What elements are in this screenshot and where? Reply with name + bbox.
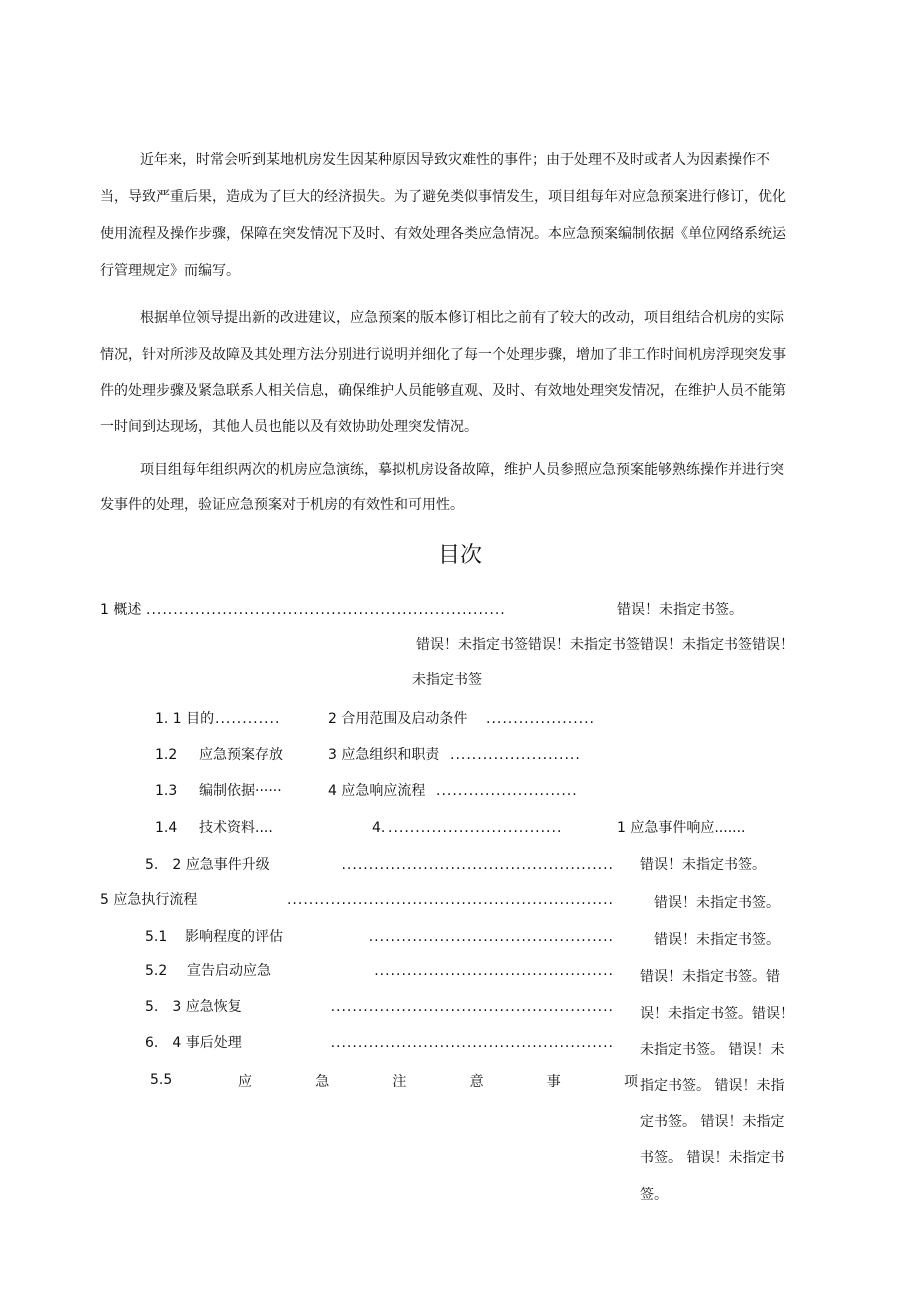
- toc-error-text: 定书签。 错误！未指定: [640, 1114, 785, 1130]
- toc-char: 注: [392, 1074, 407, 1090]
- toc-entry-1-2-num: 1.2: [155, 747, 178, 763]
- toc-error-text: 错误！未指定书签。: [640, 857, 766, 873]
- text-line: 项目组每年组织两次的机房应急演练，摹拟机房设备故障，维护人员参照应急预案能够熟练操作并进行突: [140, 462, 784, 478]
- text-line: 情况，针对所涉及故障及其处理方法分别进行说明并细化了每一个处理步骤，增加了非工作时间机房浮现突发事: [100, 347, 786, 363]
- toc-leader-dots: ..................................................: [341, 857, 614, 873]
- toc-entry-1-4-num: 1.4: [155, 820, 178, 836]
- toc-entry-4-1[interactable]: 1 应急事件响应.......: [617, 820, 746, 836]
- toc-error-text: 错误！未指定书签。错: [640, 969, 780, 985]
- toc-entry-6-4[interactable]: 6. 4 事后处理: [145, 1035, 242, 1051]
- toc-entry-1-4[interactable]: 技术资料....: [199, 820, 273, 836]
- toc-entry-1-1[interactable]: 1. 1 目的: [155, 711, 215, 727]
- toc-leader-dots: ....................................................: [330, 999, 614, 1015]
- text-line: 近年来，时常会听到某地机房发生因某种原因导致灾难性的事件；由于处理不及时或者人为因素操作不: [140, 152, 770, 168]
- toc-entry-1-label[interactable]: 1 概述: [100, 602, 142, 618]
- toc-title: 目次: [437, 543, 482, 568]
- toc-entry-1-page: 错误！未指定书签。: [617, 602, 743, 618]
- toc-char: 意: [469, 1074, 484, 1090]
- toc-entry-4[interactable]: 4 应急响应流程: [328, 783, 426, 799]
- toc-error-text: 未指定书签。 错误！未: [640, 1042, 785, 1058]
- toc-entry-2[interactable]: 2 合用范围及启动条件: [328, 711, 468, 727]
- text-line: 一时间到达现场，其他人员也能以及有效协助处理突发情况。: [100, 419, 478, 435]
- text-line: 行管理规定》而编写。: [100, 263, 240, 279]
- toc-error-text: 误！未指定书签。错误！: [640, 1006, 794, 1022]
- toc-entry-4-prefix: 4.: [372, 820, 386, 836]
- toc-leader-dots: ....................................................: [330, 1035, 614, 1051]
- text-line: 件的处理步骤及紧急联系人相关信息，确保维护人员能够直观、及时、有效地处理突发情况，在维护人员不能第: [100, 383, 786, 399]
- text-line: 根据单位领导提出新的改进建议，应急预案的版本修订相比之前有了较大的改动，项目组结合机房的实际: [140, 310, 784, 326]
- toc-entry-5-3[interactable]: 5. 3 应急恢复: [145, 999, 242, 1015]
- toc-leader-dots: ............................................................: [286, 892, 614, 908]
- toc-entry-1-2[interactable]: 应急预案存放: [199, 747, 283, 763]
- toc-leader-dots: ..........................: [436, 783, 578, 799]
- toc-entry-5[interactable]: 5 应急执行流程: [100, 892, 198, 908]
- toc-entry-5-2-num: 5.2: [145, 963, 168, 979]
- toc-error-text: 错误！未指定书签。: [654, 895, 780, 911]
- toc-entry-5-1[interactable]: 影响程度的评估: [185, 929, 283, 945]
- toc-leader-dots: ....................: [486, 711, 596, 727]
- toc-error-text: 签。: [640, 1187, 668, 1203]
- toc-error-text: 错误！未指定书签错误！未指定书签错误！未指定书签错误！: [416, 637, 794, 653]
- toc-entry-4-2[interactable]: 5. 2 应急事件升级: [145, 857, 270, 873]
- toc-entry-3[interactable]: 3 应急组织和职责: [328, 747, 440, 763]
- text-line: 使用流程及操作步骤，保障在突发情况下及时、有效处理各类应急情况。本应急预案编制依据《单位网络系统运: [100, 226, 786, 242]
- toc-leader-dots: .............................................: [368, 929, 614, 945]
- toc-error-text: 指定书签。 错误！未指: [640, 1078, 785, 1094]
- toc-char: 项: [623, 1074, 638, 1090]
- text-line: 发事件的处理，验证应急预案对于机房的有效性和可用性。: [100, 497, 464, 513]
- toc-entry-5-5[interactable]: [238, 1071, 638, 1091]
- toc-leader-dots: ............................................: [374, 963, 614, 979]
- toc-entry-1-3[interactable]: 编制依据······: [199, 783, 282, 799]
- toc-error-text: 错误！未指定书签。: [654, 932, 780, 948]
- toc-entry-5-1-num: 5.1: [145, 929, 168, 945]
- toc-entry-1-3-num: 1.3: [155, 783, 178, 799]
- toc-leader-dots: ..................................................................: [146, 602, 506, 618]
- toc-leader-dots: ........................: [450, 747, 581, 763]
- toc-leader-dots: ............: [215, 711, 281, 727]
- toc-leader-dots: ................................: [388, 820, 563, 836]
- text-line: 当，导致严重后果，造成为了巨大的经济损失。为了避免类似事情发生，项目组每年对应急预案进行修订，优化: [100, 189, 786, 205]
- toc-entry-5-5-num: 5.5: [150, 1072, 173, 1088]
- toc-entry-5-2[interactable]: 宣告启动应急: [187, 963, 271, 979]
- toc-char: 事: [546, 1074, 561, 1090]
- toc-char: 应: [238, 1074, 252, 1090]
- toc-error-text: 未指定书签: [412, 672, 482, 688]
- toc-error-text: 书签。 错误！未指定书: [640, 1150, 785, 1166]
- toc-char: 急: [315, 1074, 330, 1090]
